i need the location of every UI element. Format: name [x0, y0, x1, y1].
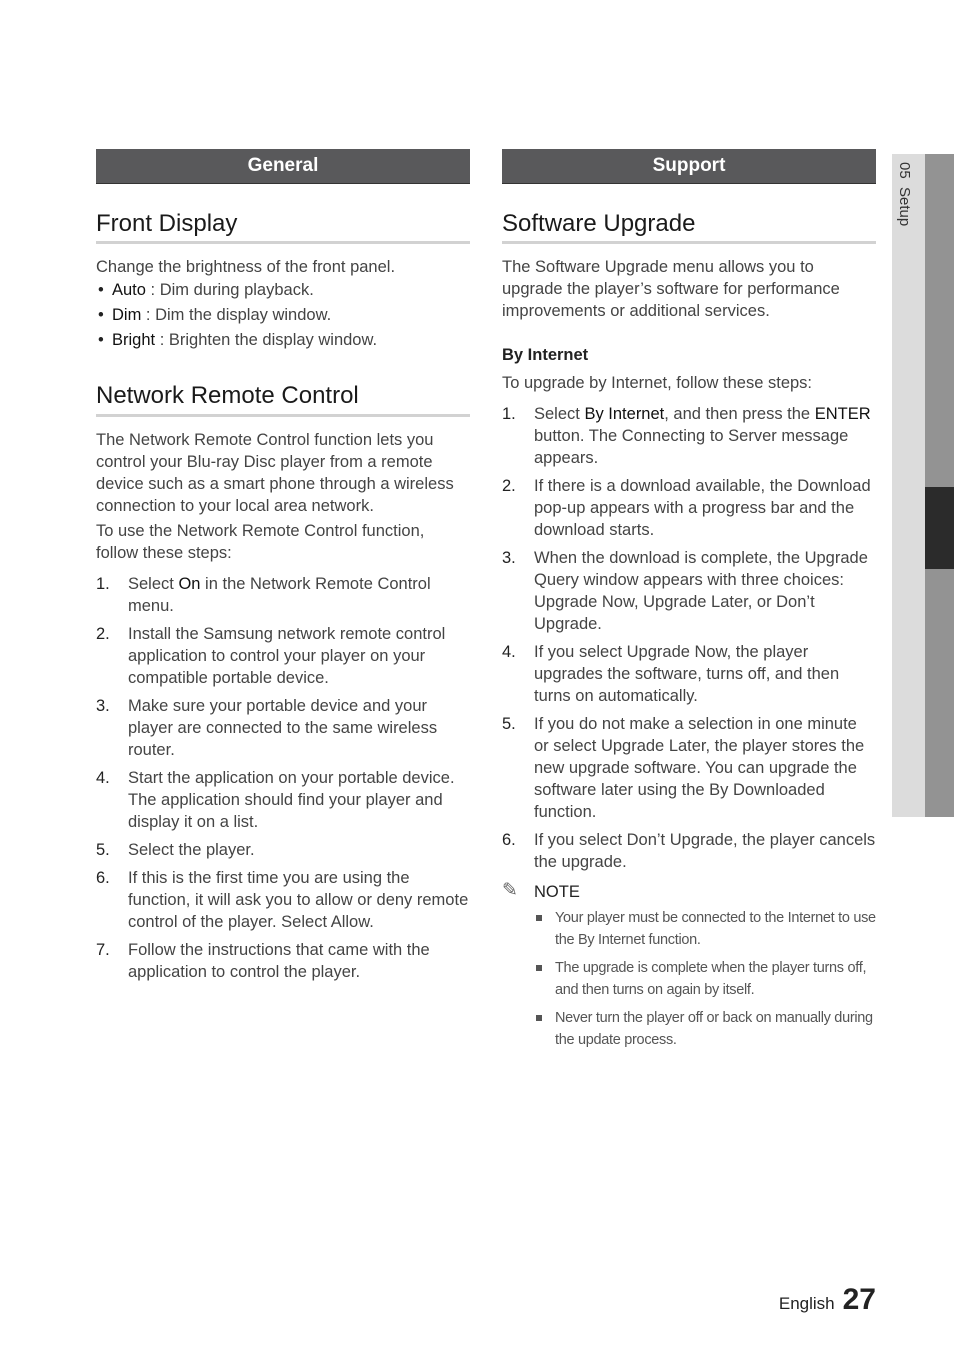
- list-item: [96, 695, 470, 761]
- step-text: button. The Connecting to Server message appears.: [534, 427, 849, 468]
- step-number: 1.: [96, 574, 110, 593]
- step-text: Install the Samsung network remote control application to control your player on your compatible portable device.: [128, 624, 446, 687]
- heading-software-upgrade: Software Upgrade: [502, 211, 876, 244]
- step-number: 5.: [502, 715, 516, 734]
- list-item: [96, 767, 470, 833]
- step-number: 4.: [502, 643, 516, 662]
- option-dim: [96, 303, 470, 328]
- option-bright: [96, 328, 470, 353]
- heading-network-remote-control: Network Remote Control: [96, 383, 470, 416]
- option-desc: : Dim the display window.: [141, 306, 332, 325]
- by-internet-lead: To upgrade by Internet, follow these steps:: [502, 374, 813, 393]
- list-item: [96, 573, 470, 617]
- step-number: 3.: [96, 696, 110, 715]
- step-text: Select: [534, 405, 585, 424]
- note-text: Never turn the player off or back on manually during the update process.: [555, 1010, 873, 1049]
- subheading-by-internet: By Internet: [502, 346, 589, 365]
- front-display-intro: Change the brightness of the front panel.: [96, 258, 396, 277]
- list-item: [96, 839, 470, 861]
- step-number: 1.: [502, 405, 516, 424]
- step-text: Select: [128, 574, 179, 593]
- step-text: Select the player.: [128, 840, 255, 859]
- chapter-label: 05 Setup: [896, 162, 913, 227]
- step-keyword: ENTER: [814, 405, 871, 424]
- page-number: 27: [842, 1283, 876, 1316]
- step-number: 5.: [96, 840, 110, 859]
- step-text: , and then press the: [664, 405, 815, 424]
- upgrade-steps: [502, 403, 876, 873]
- note-text: Your player must be connected to the Internet to use the By Internet function.: [555, 910, 876, 949]
- step-number: 2.: [96, 624, 110, 643]
- list-item: [502, 475, 876, 541]
- step-text: If this is the first time you are using the function, it will ask you to allow or deny remote control of the player. Select Allow.: [128, 868, 469, 931]
- list-item: [502, 957, 876, 1001]
- list-item: [502, 907, 876, 951]
- list-item: [502, 1007, 876, 1051]
- square-bullet-icon: [536, 915, 542, 921]
- option-term: Dim: [112, 306, 142, 325]
- step-text: Follow the instructions that came with the application to control the player.: [128, 940, 430, 981]
- section-bar-support: Support: [502, 149, 876, 183]
- step-number: 2.: [502, 477, 516, 496]
- list-item: [96, 623, 470, 689]
- option-auto: [96, 278, 470, 303]
- software-upgrade-intro: The Software Upgrade menu allows you to upgrade the player’s software for performance improvements or additional services.: [502, 258, 840, 321]
- step-number: 6.: [502, 831, 516, 850]
- network-remote-steps: [96, 573, 470, 983]
- square-bullet-icon: [536, 965, 542, 971]
- left-column: [96, 149, 470, 983]
- step-number: 7.: [96, 940, 110, 959]
- step-text: If you select Don’t Upgrade, the player cancels the upgrade.: [534, 831, 876, 872]
- section-bar-general: General: [96, 149, 470, 183]
- list-item: [502, 403, 876, 469]
- step-text: Make sure your portable device and your player are connected to the same wireless router.: [128, 696, 438, 759]
- list-item: [502, 641, 876, 707]
- chapter-tab-active-marker: [925, 487, 954, 569]
- list-item: [96, 867, 470, 933]
- note-text: The upgrade is complete when the player turns off, and then turns on again by itself.: [555, 960, 867, 999]
- step-text: If you do not make a selection in one minute or select Upgrade Later, the player stores the new upgrade software. You can upgrade the software later using the By Downloaded function.: [534, 715, 865, 822]
- note-label: NOTE: [534, 883, 580, 902]
- heading-front-display: Front Display: [96, 211, 470, 244]
- step-number: 4.: [96, 768, 110, 787]
- note-heading: [502, 881, 876, 903]
- step-keyword: On: [178, 574, 201, 593]
- step-text: If there is a download available, the Download pop-up appears with a progress bar and the download starts.: [534, 477, 871, 540]
- network-remote-para2: To use the Network Remote Control function, follow these steps:: [96, 521, 425, 562]
- list-item: [502, 713, 876, 823]
- pencil-note-icon: ✎: [502, 880, 518, 902]
- chapter-tab-strip: [925, 154, 954, 817]
- square-bullet-icon: [536, 1015, 542, 1021]
- front-display-options: [96, 278, 470, 353]
- page-footer: [779, 1283, 876, 1317]
- step-text: If you select Upgrade Now, the player upgrades the software, turns off, and then turns on automatically.: [534, 643, 840, 706]
- option-desc: : Brighten the display window.: [155, 331, 378, 350]
- list-item: [502, 829, 876, 873]
- option-desc: : Dim during playback.: [145, 281, 314, 300]
- list-item: [96, 939, 470, 983]
- list-item: [502, 547, 876, 635]
- step-text: in the Network Remote Control menu.: [128, 574, 431, 615]
- option-term: Bright: [112, 331, 156, 350]
- note-list: [502, 907, 876, 1051]
- network-remote-para1: The Network Remote Control function lets you control your Blu-ray Disc player from a remote device such as a smart phone through a wireless connection to your local area network.: [96, 430, 454, 515]
- step-number: 6.: [96, 868, 110, 887]
- footer-language: English: [778, 1294, 835, 1313]
- step-keyword: By Internet: [584, 405, 665, 424]
- step-number: 3.: [502, 549, 516, 568]
- step-text: When the download is complete, the Upgrade Query window appears with three choices: Upgrade Now, Upgrade Later, or Don’t Upgrade.: [534, 549, 868, 634]
- right-column: [502, 149, 876, 1057]
- option-term: Auto: [112, 281, 146, 300]
- step-text: Start the application on your portable device. The application should find your player and display it on a list.: [128, 768, 455, 831]
